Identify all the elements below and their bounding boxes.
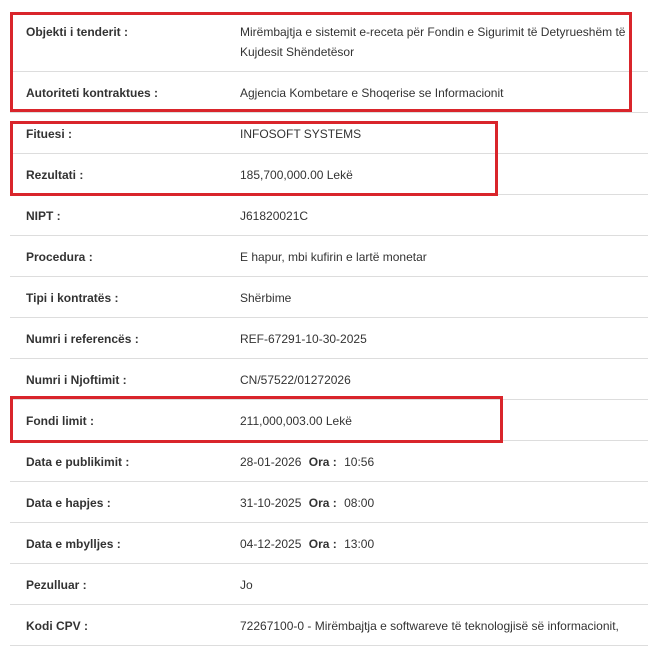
row-value: Mirëmbajtja e sistemit e-receta për Fondin e Sigurimit të Detyrueshëm të Kujdesit Shëndetësor — [240, 25, 626, 59]
time-label: Ora : — [308, 455, 337, 469]
row-fituesi — [10, 113, 648, 154]
row-label: Data e mbylljes : — [26, 537, 121, 551]
row-value: 211,000,003.00 Lekë — [240, 414, 352, 428]
row-value — [240, 534, 635, 554]
row-label: Fituesi : — [26, 127, 73, 141]
row-objekti — [10, 10, 648, 72]
row-value — [240, 452, 635, 472]
row-label: Numri i referencës : — [26, 332, 139, 346]
row-label: Procedura : — [26, 250, 93, 264]
row-label: Numri i Njoftimit : — [26, 373, 127, 387]
row-label: Kodi CPV : — [26, 619, 88, 633]
time-value: 10:56 — [344, 455, 375, 469]
row-label: Rezultati : — [26, 168, 84, 182]
row-label: Data e publikimit : — [26, 455, 130, 469]
date-value: 31-10-2025 — [240, 496, 302, 510]
row-value: 185,700,000.00 Lekë — [240, 168, 353, 182]
row-label: Fondi limit : — [26, 414, 94, 428]
row-data-hapjes — [10, 482, 648, 523]
date-value: 28-01-2026 — [240, 455, 302, 469]
row-value: 72267100-0 - Mirëmbajtja e softwareve të teknologjisë së informacionit, — [240, 619, 619, 633]
row-value: Agjencia Kombetare e Shoqerise se Informacionit — [240, 86, 504, 100]
row-njoftimi — [10, 359, 648, 400]
row-data-mbylljes — [10, 523, 648, 564]
date-value: 04-12-2025 — [240, 537, 302, 551]
time-label: Ora : — [308, 537, 337, 551]
row-label: Objekti i tenderit : — [26, 25, 129, 39]
row-value: Jo — [240, 578, 253, 592]
row-rezultati — [10, 154, 648, 195]
row-data-publikimit — [10, 441, 648, 482]
time-value: 08:00 — [344, 496, 375, 510]
time-value: 13:00 — [344, 537, 375, 551]
time-label: Ora : — [308, 496, 337, 510]
row-value: CN/57522/01272026 — [240, 373, 351, 387]
row-value: INFOSOFT SYSTEMS — [240, 127, 362, 141]
row-nipt — [10, 195, 648, 236]
row-value: REF-67291-10-30-2025 — [240, 332, 367, 346]
row-procedura — [10, 236, 648, 277]
row-value: E hapur, mbi kufirin e lartë monetar — [240, 250, 427, 264]
row-value — [240, 493, 635, 513]
tender-details-table — [10, 10, 648, 646]
row-value: Shërbime — [240, 291, 292, 305]
row-tipi — [10, 277, 648, 318]
row-referenca — [10, 318, 648, 359]
row-autoriteti — [10, 72, 648, 113]
row-fondi-limit — [10, 400, 648, 441]
row-label: Autoriteti kontraktues : — [26, 86, 159, 100]
row-pezulluar — [10, 564, 648, 605]
row-kodi-cpv — [10, 605, 648, 646]
row-label: NIPT : — [26, 209, 61, 223]
row-label: Tipi i kontratës : — [26, 291, 119, 305]
row-label: Pezulluar : — [26, 578, 87, 592]
row-value: J61820021C — [240, 209, 309, 223]
row-label: Data e hapjes : — [26, 496, 111, 510]
